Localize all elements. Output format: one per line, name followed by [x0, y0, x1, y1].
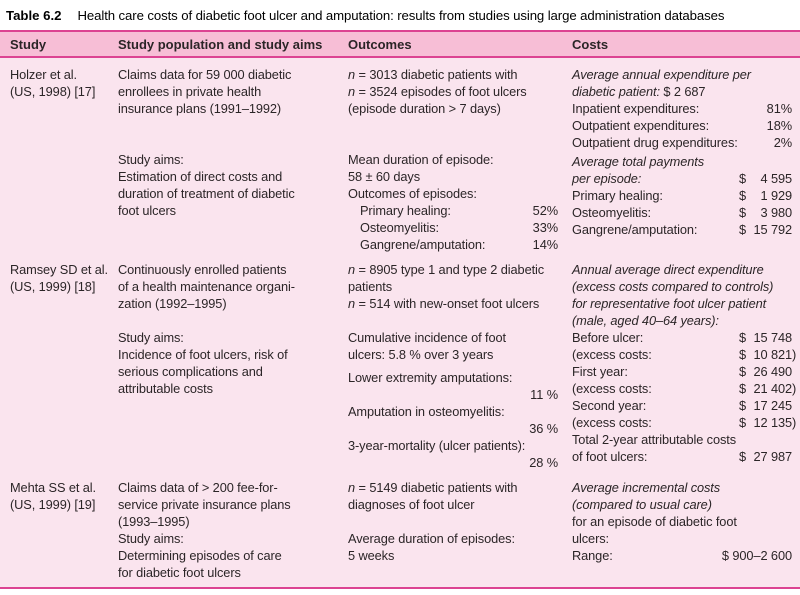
- n-line: [348, 261, 558, 278]
- cost-item: [572, 204, 792, 221]
- n-variable: n: [348, 84, 356, 99]
- currency-symbol: $: [738, 398, 746, 413]
- item-value: 14%: [532, 237, 558, 252]
- money-value: $ 21 402 ): [738, 381, 797, 396]
- item-label: (excess costs:: [572, 347, 652, 362]
- currency-symbol: $: [738, 449, 746, 464]
- item-label: Outpatient drug expenditures:: [572, 135, 738, 150]
- text-line: 58 ± 60 days: [348, 169, 420, 184]
- text-line: Average duration of episodes:: [348, 531, 515, 546]
- text-line: = 5149 diabetic patients with: [355, 480, 518, 495]
- cost-heading: diabetic patient:: [572, 84, 660, 99]
- item-value: 2%: [773, 135, 792, 150]
- text-line: ulcers: 5.8 % over 3 years: [348, 347, 494, 362]
- cost-item: [572, 187, 792, 204]
- column-header-population: Study population and study aims: [118, 36, 323, 52]
- text-line: insurance plans (1991–1992): [118, 101, 282, 116]
- outcomes-cell: [348, 479, 572, 581]
- n-variable: n: [348, 480, 356, 495]
- cost-heading: Annual average direct expenditure: [572, 262, 764, 277]
- item-label: Outpatient expenditures:: [572, 118, 710, 133]
- item-label: 3-year-mortality (ulcer patients):: [348, 438, 526, 453]
- table-number: Table 6.2: [6, 7, 62, 23]
- amount: 1 929: [760, 188, 792, 203]
- money-value: [739, 170, 792, 187]
- money-value: [739, 187, 792, 204]
- n-line: [348, 66, 558, 83]
- text-line: Total 2-year attributable costs: [572, 432, 737, 447]
- cost-item: [572, 117, 792, 134]
- column-header-costs: Costs: [572, 36, 609, 52]
- text-line: Estimation of direct costs and: [118, 169, 283, 184]
- table-header-row: [0, 30, 800, 58]
- study-detail: (US, 1998) [17]: [10, 84, 96, 99]
- amount: 12 135: [753, 415, 792, 430]
- study-detail: (US, 1999) [19]: [10, 497, 96, 512]
- item-value: 36 %: [529, 421, 558, 436]
- item-label: Gangrene/amputation:: [360, 237, 486, 252]
- item-value: 18%: [766, 118, 792, 133]
- cost-heading: Average incremental costs: [572, 480, 721, 495]
- currency-symbol: $: [738, 381, 746, 396]
- money-value: [739, 397, 792, 414]
- money-value: [739, 221, 792, 238]
- item-label: (excess costs:: [572, 415, 652, 430]
- text-line: zation (1992–1995): [118, 296, 227, 311]
- n-line: [348, 479, 558, 496]
- currency-symbol: $: [738, 415, 746, 430]
- item-label: per episode:: [572, 171, 642, 186]
- currency-symbol: $: [738, 222, 746, 237]
- cost-item: [572, 346, 797, 363]
- item-value: $ 900–2 600: [721, 548, 792, 563]
- table-caption: Health care costs of diabetic foot ulcer and amputation: results from studies using large administration databases: [77, 7, 725, 23]
- text-line: Outcomes of episodes:: [348, 186, 477, 201]
- text-line: foot ulcers: [118, 203, 176, 218]
- outcomes-cell: [348, 261, 572, 471]
- cost-heading: (excess costs compared to controls): [572, 279, 774, 294]
- study-cell: [10, 479, 118, 581]
- cost-heading: for representative foot ulcer patient: [572, 296, 767, 311]
- currency-symbol: $: [738, 171, 746, 186]
- item-label: Primary healing:: [572, 188, 663, 203]
- text-line: (episode duration > 7 days): [348, 101, 501, 116]
- item-label: Gangrene/amputation:: [572, 222, 698, 237]
- item-label: Osteomyelitis:: [572, 205, 651, 220]
- study-detail: (US, 1999) [18]: [10, 279, 96, 294]
- outcome-item: [348, 236, 558, 253]
- amount: 15 748: [753, 330, 792, 345]
- cost-item: [572, 547, 792, 564]
- n-variable: n: [348, 67, 356, 82]
- population-cell: [118, 261, 348, 471]
- item-label: of foot ulcers:: [572, 449, 648, 464]
- population-cell: [118, 66, 348, 253]
- text-line: Determining episodes of care: [118, 548, 282, 563]
- amount: $ 2 687: [659, 84, 706, 99]
- text-line: duration of treatment of diabetic: [118, 186, 295, 201]
- text-line: 5 weeks: [348, 548, 395, 563]
- money-value: [739, 204, 792, 221]
- cost-item: [572, 134, 792, 151]
- item-value: 81%: [766, 101, 792, 116]
- table-title: [0, 0, 800, 30]
- costs-cell: [572, 261, 797, 471]
- costs-cell: [572, 479, 792, 581]
- item-label: First year:: [572, 364, 628, 379]
- outcome-item: [348, 219, 558, 236]
- amount: 3 980: [760, 205, 792, 220]
- study-name: Holzer et al.: [10, 67, 77, 82]
- amount: 17 245: [753, 398, 792, 413]
- cost-heading: (male, aged 40–64 years):: [572, 313, 719, 328]
- amount: 27 987: [753, 449, 792, 464]
- item-label: Range:: [572, 548, 613, 563]
- data-table: [0, 30, 800, 589]
- currency-symbol: $: [738, 347, 746, 362]
- costs-cell: [572, 66, 792, 253]
- cost-item: [572, 380, 797, 397]
- text-line: serious complications and: [118, 364, 263, 379]
- cost-heading: Average total payments: [572, 154, 705, 169]
- amount: 10 821: [753, 347, 792, 362]
- column-header-outcomes: Outcomes: [348, 36, 412, 52]
- text-line: for diabetic foot ulcers: [118, 565, 241, 580]
- cost-heading-value: [572, 83, 792, 100]
- text-line: = 3013 diabetic patients with: [355, 67, 518, 82]
- table-body: [0, 58, 800, 589]
- text-line: attributable costs: [118, 381, 213, 396]
- money-value: [739, 329, 792, 346]
- item-value: 52%: [532, 203, 558, 218]
- cost-item: [572, 363, 792, 380]
- study-cell: [10, 66, 118, 253]
- text-line: service private insurance plans: [118, 497, 291, 512]
- text-line: diagnoses of foot ulcer: [348, 497, 475, 512]
- text-line: Claims data for 59 000 diabetic: [118, 67, 292, 82]
- n-variable: n: [348, 296, 356, 311]
- text-line: Continuously enrolled patients: [118, 262, 287, 277]
- outcome-item: [348, 202, 558, 219]
- money-value: [739, 448, 792, 465]
- amount: 21 402: [753, 381, 792, 396]
- outcomes-cell: [348, 66, 572, 253]
- money-value: [739, 363, 792, 380]
- item-value: 11 %: [530, 387, 558, 402]
- text-line: ulcers:: [572, 531, 609, 546]
- item-label: Lower extremity amputations:: [348, 370, 513, 385]
- text-line: = 514 with new-onset foot ulcers: [355, 296, 540, 311]
- study-name: Ramsey SD et al.: [10, 262, 108, 277]
- text-line: enrollees in private health: [118, 84, 262, 99]
- money-value: $ 12 135 ): [738, 415, 797, 430]
- study-aims-label: Study aims:: [118, 531, 184, 546]
- study-aims-label: Study aims:: [118, 152, 184, 167]
- study-aims-label: Study aims:: [118, 330, 184, 345]
- text-line: for an episode of diabetic foot: [572, 514, 737, 529]
- item-label: Inpatient expenditures:: [572, 101, 700, 116]
- table-row-mehta: [0, 479, 800, 581]
- item-label: Before ulcer:: [572, 330, 644, 345]
- item-value: 28 %: [529, 455, 558, 470]
- table-row-ramsey: [0, 261, 800, 471]
- currency-symbol: $: [738, 330, 746, 345]
- study-cell: [10, 261, 118, 471]
- money-value: $ 10 821 ): [738, 347, 797, 362]
- cost-item: [572, 414, 797, 431]
- text-line: of a health maintenance organi-: [118, 279, 295, 294]
- n-line: [348, 83, 558, 100]
- cost-heading: Average annual expenditure per: [572, 67, 751, 82]
- currency-symbol: $: [738, 364, 746, 379]
- text-line: Incidence of foot ulcers, risk of: [118, 347, 288, 362]
- item-label: Primary healing:: [360, 203, 451, 218]
- currency-symbol: $: [738, 188, 746, 203]
- cost-heading: (compared to usual care): [572, 497, 712, 512]
- cost-item: [572, 448, 792, 465]
- text-line: Claims data of > 200 fee-for-: [118, 480, 278, 495]
- cost-item: [572, 170, 792, 187]
- currency-symbol: $: [738, 205, 746, 220]
- item-value: 33%: [532, 220, 558, 235]
- n-variable: n: [348, 262, 356, 277]
- item-label: Amputation in osteomyelitis:: [348, 404, 505, 419]
- item-label: Second year:: [572, 398, 647, 413]
- amount: 15 792: [753, 222, 792, 237]
- n-line: [348, 295, 558, 312]
- cost-item: [572, 397, 792, 414]
- table-row-holzer: [0, 66, 800, 253]
- population-cell: [118, 479, 348, 581]
- amount: 26 490: [753, 364, 792, 379]
- column-header-study: Study: [10, 36, 47, 52]
- cost-item: [572, 329, 792, 346]
- item-label: Osteomyelitis:: [360, 220, 439, 235]
- text-line: Cumulative incidence of foot: [348, 330, 506, 345]
- text-line: Mean duration of episode:: [348, 152, 494, 167]
- text-line: = 8905 type 1 and type 2 diabetic: [355, 262, 545, 277]
- cost-item: [572, 221, 792, 238]
- study-name: Mehta SS et al.: [10, 480, 96, 495]
- item-label: (excess costs:: [572, 381, 652, 396]
- cost-item: [572, 100, 792, 117]
- amount: 4 595: [760, 171, 792, 186]
- text-line: (1993–1995): [118, 514, 190, 529]
- text-line: patients: [348, 279, 393, 294]
- text-line: = 3524 episodes of foot ulcers: [355, 84, 527, 99]
